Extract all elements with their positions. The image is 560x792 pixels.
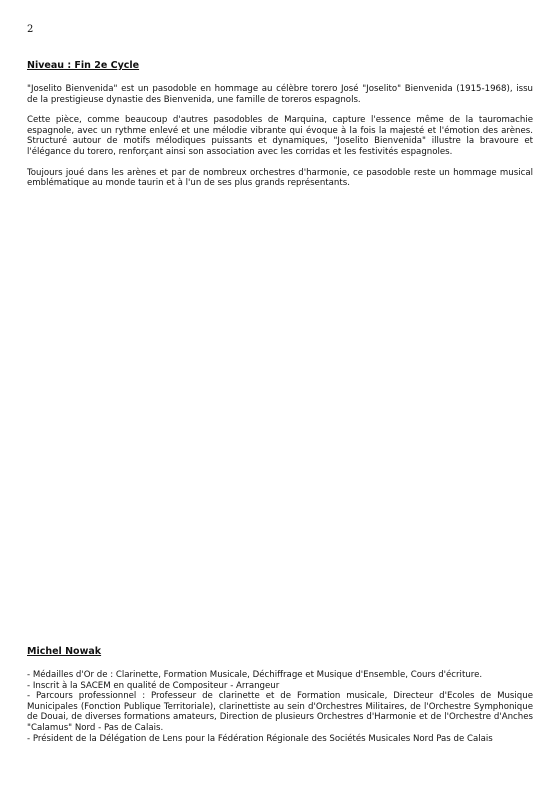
intro-paragraph: "Joselito Bienvenida" est un pasodoble en hommage au célèbre torero José "Joselito" Bienvenida (1915-1968), issu de la prestigieuse dynastie des Bienvenida, une famille de toreros espagnols.: [27, 84, 533, 105]
bio-item: - Parcours professionnel : Professeur de clarinette et de Formation musicale, Directeur d'Ecoles de Musique Municipales (Fonction Publique Territoriale), clarinettiste au sein d'Orchestres Militaires, de l'Orchestre Symphonique de Douai, de diverses formations amateurs, Direction de plusieurs Orchestres d'Harmonie et de l'Orchestre d'Anches "Calamus" Nord - Pas de Calais.: [27, 691, 533, 733]
level-title: Niveau : Fin 2e Cycle: [27, 60, 140, 71]
bio-item: - Médailles d'Or de : Clarinette, Formation Musicale, Déchiffrage et Musique d'Ensemble, Cours d'écriture.: [27, 670, 533, 681]
author-name: Michel Nowak: [27, 646, 102, 657]
page-number: 2: [27, 24, 34, 35]
intro-paragraph: Cette pièce, comme beaucoup d'autres pasodobles de Marquina, capture l'essence même de la tauromachie espagnole, avec un rythme enlevé et une mélodie vibrante qui évoque à la fois la majesté et l'émotion des arènes. Structuré autour de motifs mélodiques puissants et dynamiques, "Joselito Bienvenida" illustre la bravoure et l'élégance du torero, renforçant ainsi son association avec les corridas et les festivités espagnoles.: [27, 115, 533, 157]
bio-item: - Président de la Délégation de Lens pour la Fédération Régionale des Sociétés Musicales Nord Pas de Calais: [27, 734, 533, 745]
intro-paragraph: Toujours joué dans les arènes et par de nombreux orchestres d'harmonie, ce pasodoble reste un hommage musical emblématique au monde taurin et à l'un de ses plus grands représentants.: [27, 167, 533, 189]
intro-text: [27, 84, 533, 199]
bio-item: - Inscrit à la SACEM en qualité de Compositeur - Arrangeur: [27, 681, 533, 692]
author-bio-list: [27, 670, 533, 744]
